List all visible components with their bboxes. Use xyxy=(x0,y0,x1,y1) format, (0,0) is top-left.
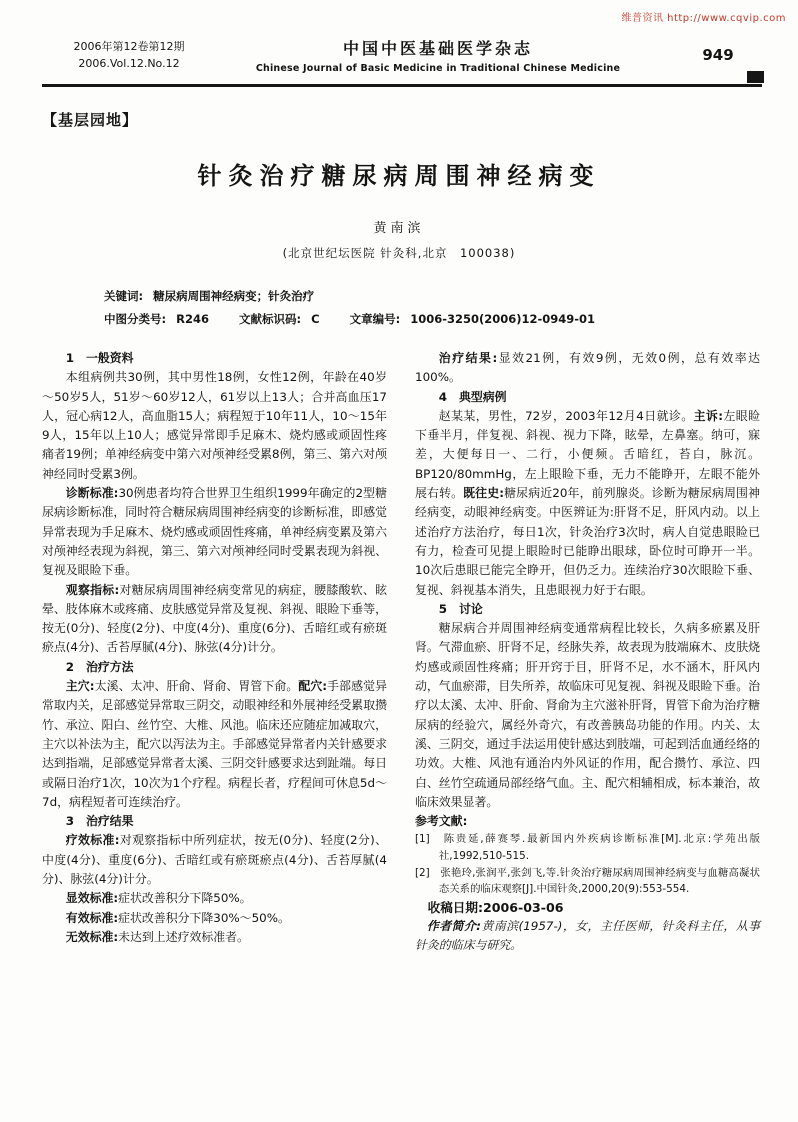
article-body xyxy=(42,349,760,956)
section-heading: 3 治疗结果 xyxy=(65,814,134,829)
doc-code-label: 文献标识码: xyxy=(239,312,302,326)
issue-en: 2006.Vol.12.No.12 xyxy=(78,57,180,70)
paragraph: 收稿日期:2006-03-06 xyxy=(427,899,564,915)
paragraph: [2] 张艳玲,张润平,张剑飞,等.针灸治疗糖尿病周围神经病变与血糖高凝状态关系的临床观察[J].中国针灸,2000,20(9):553-554. xyxy=(415,866,760,896)
header-rule-line xyxy=(42,84,762,87)
paragraph: 无效标准:未达到上述疗效标准者。 xyxy=(65,929,249,944)
journal-title-en: Chinese Journal of Basic Medicine in Traditional Chinese Medicine xyxy=(255,63,621,74)
section-heading: 参考文献: xyxy=(415,814,468,829)
doc-code-pair xyxy=(239,312,320,326)
keywords-line xyxy=(104,285,738,308)
article-meta xyxy=(104,285,738,331)
left-column xyxy=(42,349,387,956)
issue-cn: 2006年第12卷第12期 xyxy=(73,40,185,53)
page-number: 949 xyxy=(702,46,734,64)
keywords-label: 关键词: xyxy=(104,289,144,303)
section-heading: 2 治疗方法 xyxy=(65,659,134,674)
doc-code-value: C xyxy=(311,312,320,326)
header-rule xyxy=(42,84,762,87)
clc-label: 中图分类号: xyxy=(104,312,167,326)
column-section-tag: 【基层园地】 xyxy=(42,111,139,129)
header-rule-marker xyxy=(747,71,764,83)
author-affiliation: (北京世纪坛医院 针灸科,北京 100038) xyxy=(282,246,516,260)
paragraph: 主穴:太溪、太冲、肝俞、肾俞、胃管下俞。配穴:手部感觉异常取内关，足部感觉异常取三阴交，动眼神经和外展神经受累取攒竹、承泣、阳白、丝竹空、大椎、风池。临床还应随症加减取穴，主穴以补法为主，配穴以泻法为主。手部感觉异常者内关针感要求达到指端，足部感觉异常者太溪、三阴交针感要求达到趾端。每日或隔日治疗1次，10次为1个疗程。病程长者，疗程间可休息5d～7d，病程短者可连续治疗。 xyxy=(42,679,387,809)
paragraph: 疗效标准:对观察指标中所列症状，按无(0分)、轻度(2分)、中度(4分)、重度(6分)、舌暗红或有瘀斑瘀点(4分)、舌苔厚腻(4分)、脉弦(4分)计分。 xyxy=(42,833,388,887)
clc-pair xyxy=(104,312,209,326)
paragraph: 本组病例共30例，其中男性18例，女性12例，年龄在40岁～50岁5人，51岁～60岁12人，61岁以上13人；合并高血压17人，冠心病12人，高血脂15人；病程短于10年11人，10～15年9人，15年以上10人；感觉异常即手足麻木、烧灼感或顽固性疼痛者19例；单神经病变中第六对颅神经受累8例，第三、第六对颅神经同时受累3例。 xyxy=(42,370,387,481)
page-header xyxy=(54,36,764,74)
paragraph: 治疗结果:显效21例，有效9例，无效0例，总有效率达100%。 xyxy=(415,351,760,385)
article-id-value: 1006-3250(2006)12-0949-01 xyxy=(410,312,596,326)
clc-value: R246 xyxy=(176,312,209,326)
right-column xyxy=(415,349,760,956)
issue-block xyxy=(54,38,204,72)
journal-block xyxy=(204,36,672,74)
paragraph: 作者简介:黄南滨(1957-)，女，主任医师，针灸科主任，从事针灸的临床与研究。 xyxy=(415,919,760,953)
author-name: 黄南滨 xyxy=(373,221,425,236)
keywords-value: 糖尿病周围神经病变；针灸治疗 xyxy=(153,289,315,303)
paragraph: 赵某某，男性，72岁，2003年12月4日就诊。主诉:左眼睑下垂半月，伴复视、斜视、视力下降，眩晕，左鼻塞。纳可，寐差，大便每日一、二行，小便频。舌暗红，苔白，脉沉。BP120/80mmHg，左上眼睑下垂，无力不能睁开，左眼不能外展右转。既往史:糖尿病近20年，前列腺炎。诊断为糖尿病周围神经病变，动眼神经病变。中医辨证为:肝肾不足，肝风内动。以上述治疗方法治疗，每日1次，针灸治疗3次时，病人自觉患眼睑已有力，检查可见提上眼睑时已能睁出眼球，卧位时可睁开一半。10次后患眼已能完全睁开，但仍乏力。连续治疗30次眼睑下垂、复视、斜视基本消失，且患眼视力好于右眼。 xyxy=(415,408,760,597)
cqvip-watermark: 维普资讯 http://www.cqvip.com xyxy=(621,13,786,24)
article-title: 针灸治疗糖尿病周围神经病变 xyxy=(197,162,601,190)
paragraph: 糖尿病合并周围神经病变通常病程比较长，久病多瘀累及肝肾。气滞血瘀、肝肾不足，经脉失养，故表现为肢端麻木、皮肤烧灼感或顽固性疼痛；肝开窍于目，肝肾不足，水不涵木，肝风内动，气血瘀滞，目失所养，故临床可见复视、斜视及眼睑下垂。治疗以太溪、太冲、肝俞、肾俞为主穴滋补肝肾，胃管下俞为治疗糖尿病的经验穴，属经外奇穴，有改善胰岛功能的作用。内关、太溪、三阴交，通过手法运用使针感达到肢端，可起到活血通经络的功效。大椎、风池有通治内外风证的作用，配合攒竹、承泣、四白、丝竹空疏通局部经络气血。主、配穴相辅相成，标本兼治，故临床效果显著。 xyxy=(415,621,760,809)
paragraph: 有效标准:症状改善积分下降30%～50%。 xyxy=(65,910,290,925)
section-heading: 4 典型病例 xyxy=(438,389,507,404)
article-id-pair xyxy=(350,312,595,326)
paragraph: 观察指标:对糖尿病周围神经病变常见的病症，腰膝酸软、眩晕、肢体麻木或疼痛、皮肤感觉异常及复视、斜视、眼睑下垂等，按无(0分)、轻度(2分)、中度(4分)、重度(6分)、舌暗红或有瘀斑瘀点(4分)、舌苔厚腻(4分)、脉弦(4分)计分。 xyxy=(42,582,387,655)
article-id-label: 文章编号: xyxy=(349,312,401,326)
journal-title-cn: 中国中医基础医学杂志 xyxy=(342,39,533,58)
section-heading: 1 一般资料 xyxy=(65,351,134,365)
classification-line xyxy=(104,308,738,331)
paragraph: [1] 陈贵延,薛赛琴.最新国内外疾病诊断标准[M].北京:学苑出版社,1992,510-515. xyxy=(415,833,760,863)
section-heading: 5 讨论 xyxy=(438,601,483,616)
paragraph: 显效标准:症状改善积分下降50%。 xyxy=(65,891,252,906)
paragraph: 诊断标准:30例患者均符合世界卫生组织1999年确定的2型糖尿病诊断标准，同时符合糖尿病周围神经病变的诊断标准，即感觉异常表现为手足麻木、烧灼感或顽固性疼痛，单神经病变累及第六对颅神经表现为斜视，第三、第六对颅神经同时受累表现为斜视、复视及眼睑下垂。 xyxy=(42,486,387,578)
